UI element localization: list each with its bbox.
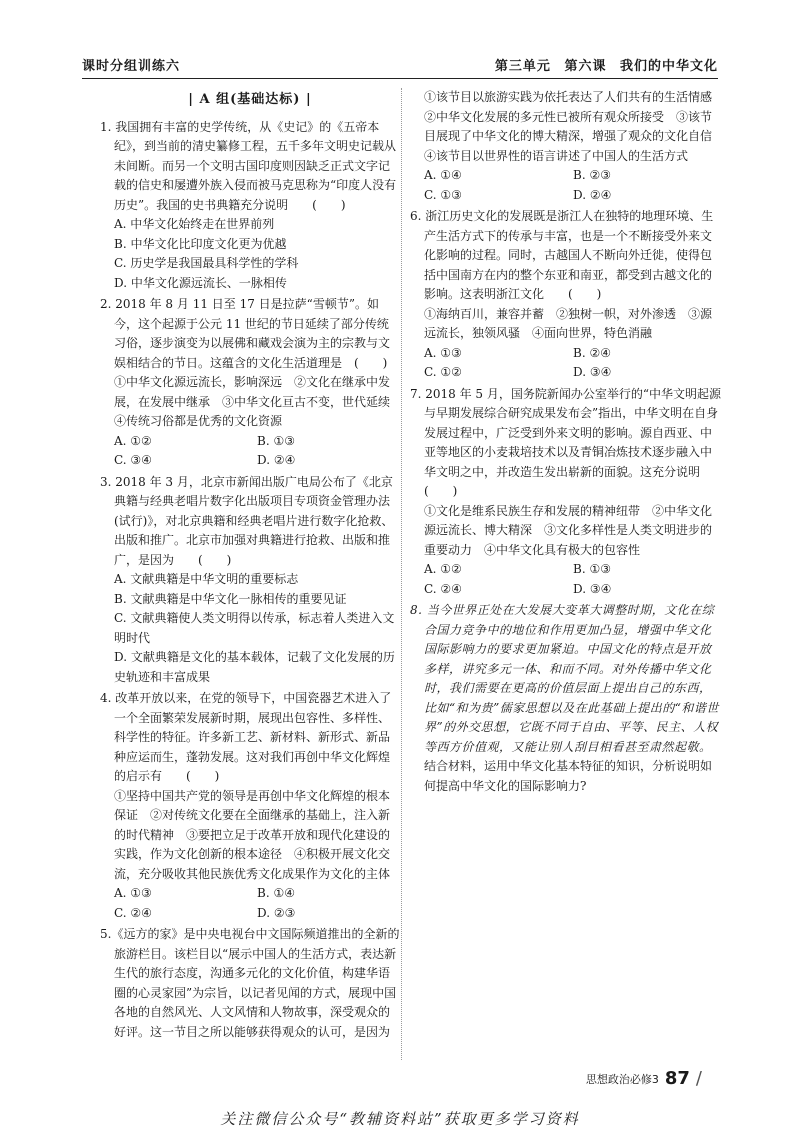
option-c: C. ②④ [114, 905, 152, 920]
header-lesson: 第六课 [564, 59, 607, 74]
options-row [410, 580, 722, 600]
options-row [100, 904, 400, 924]
question-1 [100, 118, 400, 294]
options-row [100, 884, 400, 904]
option-d: D. ③④ [573, 581, 612, 596]
option-c: C. ①② [424, 365, 462, 379]
option-c: C. ①③ [424, 187, 462, 202]
header-right [487, 55, 718, 74]
option-a: A. ①④ [424, 168, 462, 182]
option-d: D. ②④ [257, 453, 296, 467]
statements: ①中华文化源远流长，影响深远 ②文化在继承中发展，在发展中继承 ③中华文化亘古不变，世代延续 ④传统习俗都是优秀的文化资源 [114, 375, 403, 428]
page-number: 87 [664, 1068, 690, 1089]
option-c: C. 历史学是我国最具科学性的学科 [114, 256, 299, 270]
options-row [410, 344, 722, 364]
options-row [100, 432, 400, 452]
question-3 [100, 473, 400, 688]
options-row [100, 451, 400, 471]
option-b: B. 文献典籍是中华文化一脉相传的重要见证 [114, 591, 347, 606]
page-footer [586, 1068, 702, 1089]
promo-footnote: 关注微信公众号“教辅资料站”获取更多学习资料 [220, 1110, 580, 1128]
question-stem: 8. 当今世界正处在大发展大变革大调整时期，文化在综合国力竞争中的地位和作用更加凸显，增强中华文化国际影响力的要求更加紧迫。中国文化的特点是开放多样，讲究多元一体、和而不同。对外传播中华文化时，我们需要在更高的价值层面上提出自己的东西，比如“和为贵”儒家思想以及在此基础上提出的“和谐世界”的外交思想，它既不同于自由、平等、民主、人权等西方价值观，又能让别人刮目相看甚至肃然起敬。 [410, 603, 719, 754]
left-column [100, 88, 403, 1044]
option-a: A. 文献典籍是中华文明的重要标志 [114, 572, 299, 586]
question-stem: 7. 2018 年 5 月，国务院新闻办公室举行的“中华文明起源与早期发展综合研究成果发布会”指出，中华文明在自身发展过程中，广泛受到外来文明的影响。源自西亚、中亚等地区的小麦栽培技术以及青铜冶炼技术逐步融入中华文明之中，并改造生发出崭新的面貌。这充分说明 ( ) [410, 386, 725, 498]
options-row [410, 560, 722, 580]
page-header [82, 50, 718, 74]
section-title: | A 组(基础达标) | [188, 92, 312, 107]
header-topic: 我们的中华文化 [619, 59, 718, 74]
book-title: 思想政治必修3 [585, 1072, 659, 1086]
statements: ①海纳百川，兼容并蓄 ②独树一帜，对外渗透 ③源远流长，独领风骚 ④面向世界，特色消融 [424, 306, 713, 340]
option-b: B. 中华文化比印度文化更为优越 [114, 236, 287, 251]
option-b: B. ①③ [573, 562, 611, 576]
footer-slash: / [695, 1068, 702, 1089]
column-divider [401, 88, 402, 1060]
option-b: B. ②④ [573, 345, 611, 360]
option-d: D. ③④ [573, 365, 612, 379]
option-d: D. ②③ [257, 905, 296, 920]
question-stem: 4. 改革开放以来，在党的领导下，中国瓷器艺术进入了一个全面繁荣发展新时期，展现出包容性、多样性、科学性的特征。许多新工艺、新材料、新形式、新品种应运而生，蓬勃发展。这对我们再创中华文化辉煌的启示有 ( ) [100, 691, 392, 783]
question-stem: 5.《远方的家》是中央电视台中文国际频道推出的全新的旅游栏目。该栏目以“展示中国人的生活方式，表达新生代的旅行态度，沟通多元化的文化价值，构建华语圈的心灵家园”为宗旨，以记者见闻的方式，展现中国各地的自然风光、人文风情和人物故事，深受观众的好评。这一节目之所以能够获得观众的认可，是因为 [100, 927, 400, 1039]
option-a: A. ①③ [424, 345, 462, 360]
statements: ①坚持中国共产党的领导是再创中华文化辉煌的根本保证 ②对传统文化要在全面继承的基础上，注入新的时代精神 ③要把立足于改革开放和现代化建设的实践，作为文化创新的根本途径 ④积极开展文化交流，充分吸收其他民族优秀文化成果作为文化的主体 [114, 788, 391, 881]
question-5 [100, 925, 400, 1042]
option-d: D. ②④ [573, 187, 612, 202]
options-row [410, 166, 722, 186]
question-2 [100, 295, 403, 471]
option-b: B. ①③ [257, 433, 295, 448]
question-stem: 1. 我国拥有丰富的史学传统，从《史记》的《五帝本纪》，到当前的清史纂修工程，五千多年文明史记载从未间断。而另一个文明古国印度则因缺乏正式文字记载的信史和屡遭外族入侵而被马克思称为“印度人没有历史”。我国的史书典籍充分说明 ( ) [100, 119, 397, 212]
option-b: B. ②③ [573, 168, 611, 182]
question-prompt: 结合材料，运用中华文化基本特征的知识，分析说明如何提高中华文化的国际影响力? [424, 759, 713, 793]
option-d: D. 中华文化源远流长、一脉相传 [114, 275, 287, 290]
question-6 [410, 207, 722, 383]
header-rule [82, 78, 718, 79]
question-4 [100, 689, 400, 923]
question-stem: 6. 浙江历史文化的发展既是浙江人在独特的地理环境、生产生活方式下的传承与丰富，也是一个不断接受外来文化影响的过程。同时，古越国人不断向外迁徙，使得包括中国南方在内的整个东亚和南亚，都受到古越文化的影响。这表明浙江文化 ( ) [410, 209, 714, 301]
options-row [410, 186, 722, 206]
option-a: A. ①② [114, 433, 152, 448]
header-left-title: 课时分组训练六 [82, 59, 181, 74]
option-c: C. ②④ [424, 581, 462, 596]
option-a: A. ①③ [114, 886, 152, 900]
options-row [410, 363, 722, 383]
option-c: C. 文献典籍使人类文明得以传承，标志着人类进入文明时代 [114, 611, 395, 645]
question-8 [410, 601, 722, 796]
question-7 [410, 385, 725, 600]
statements: ①该节目以旅游实践为依托表达了人们共有的生活情感 ②中华文化发展的多元性已被所有观众所接受 ③该节目展现了中华文化的博大精深，增强了观众的文化自信 ④该节目以世界性的语言讲述了中国人的生活方式 [424, 90, 725, 163]
option-d: D. 文献典籍是文化的基本载体，记载了文化发展的历史轨迹和丰富成果 [114, 650, 395, 684]
option-a: A. ①② [424, 562, 462, 576]
statements: ①文化是维系民族生存和发展的精神纽带 ②中华文化源远流长、博大精深 ③文化多样性是人类文明进步的重要动力 ④中华文化具有极大的包容性 [424, 503, 713, 557]
question-5-continued [410, 88, 725, 205]
right-column [410, 88, 725, 798]
question-stem: 2. 2018 年 8 月 11 日至 17 日是拉萨“雪顿节”。如今，这个起源于公元 11 世纪的节日延续了部分传统习俗，逐步演变为以展佛和藏戏会演为主的宗教与文娱相结合的节日。这蕴含的文化生活道理是 ( ) [100, 297, 391, 370]
option-c: C. ③④ [114, 453, 152, 467]
option-b: B. ①④ [257, 886, 295, 900]
option-a: A. 中华文化始终走在世界前列 [114, 217, 275, 231]
question-stem: 3. 2018 年 3 月，北京市新闻出版广电局公布了《北京典籍与经典老唱片数字化出版项目专项资金管理办法(试行)》，对北京典籍和经典老唱片进行数字化抢救、出版和推广。北京市加强对典籍进行抢救、出版和推广，是因为 ( ) [100, 474, 394, 567]
header-unit: 第三单元 [494, 59, 551, 74]
